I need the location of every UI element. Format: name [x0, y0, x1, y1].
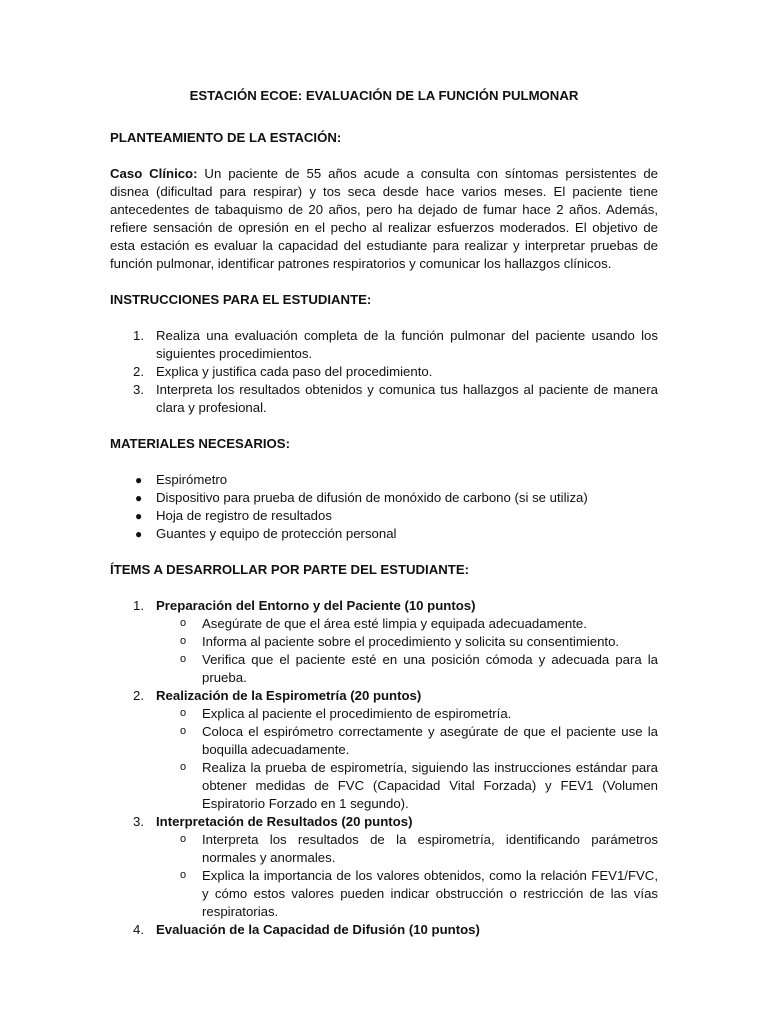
material-item [110, 507, 658, 525]
instruccion-item [110, 363, 658, 381]
item-desarrollar [110, 921, 658, 939]
circle-bullet-icon: o [180, 707, 187, 719]
material-text: Hoja de registro de resultados [156, 508, 332, 523]
sub-item-text: Realiza la prueba de espirometría, siguiendo las instrucciones estándar para obtener medidas de FVC (Capacidad Vital Forzada) y FEV1 (Volumen Espiratorio Forzado en 1 segundo). [202, 760, 658, 811]
sub-item [156, 651, 658, 687]
bullet-icon: ● [135, 491, 143, 505]
instruccion-item [110, 327, 658, 363]
instruccion-text: Explica y justifica cada paso del procedimiento. [156, 364, 433, 379]
item-title: Interpretación de Resultados (20 puntos) [156, 814, 413, 829]
document-content [110, 87, 658, 939]
circle-bullet-icon: o [180, 869, 187, 881]
list-number: 1. [133, 328, 144, 343]
item-desarrollar [110, 597, 658, 687]
material-item [110, 489, 658, 507]
circle-bullet-icon: o [180, 653, 187, 665]
material-text: Dispositivo para prueba de difusión de monóxido de carbono (si se utiliza) [156, 490, 588, 505]
instrucciones-list [110, 327, 658, 417]
sub-item [156, 867, 658, 921]
sub-item [156, 633, 658, 651]
sub-item-text: Explica la importancia de los valores obtenidos, como la relación FEV1/FVC, y cómo estos valores pueden indicar obstrucción o restricción de las vías respiratorias. [202, 868, 658, 919]
instruccion-item [110, 381, 658, 417]
bullet-icon: ● [135, 473, 143, 487]
sub-item-text: Asegúrate de que el área esté limpia y equipada adecuadamente. [202, 616, 587, 631]
circle-bullet-icon: o [180, 617, 187, 629]
sub-list [156, 615, 658, 687]
circle-bullet-icon: o [180, 833, 187, 845]
sub-list [156, 705, 658, 813]
circle-bullet-icon: o [180, 761, 187, 773]
items-desarrollar-heading: ÍTEMS A DESARROLLAR POR PARTE DEL ESTUDIANTE: [110, 562, 470, 577]
items-desarrollar-list [110, 597, 658, 939]
sub-item [156, 723, 658, 759]
material-text: Guantes y equipo de protección personal [156, 526, 397, 541]
list-number: 1. [133, 598, 144, 613]
material-item [110, 471, 658, 489]
caso-clinico-paragraph [110, 165, 658, 273]
instruccion-text: Interpreta los resultados obtenidos y comunica tus hallazgos al paciente de manera clara y profesional. [156, 382, 658, 415]
material-item [110, 525, 658, 543]
list-number: 4. [133, 922, 144, 937]
item-title: Evaluación de la Capacidad de Difusión (10 puntos) [156, 922, 480, 937]
materiales-heading: MATERIALES NECESARIOS: [110, 436, 290, 451]
sub-item [156, 705, 658, 723]
caso-clinico-text: Un paciente de 55 años acude a consulta con síntomas persistentes de disnea (dificultad para respirar) y tos seca desde hace varios meses. El paciente tiene antecedentes de tabaquismo de 20 años, pero ha dejado de fumar hace 2 años. Además, refiere sensación de opresión en el pecho al realizar esfuerzos moderados. El objetivo de esta estación es evaluar la capacidad del estudiante para realizar y interpretar pruebas de función pulmonar, identificar patrones respiratorios y comunicar los hallazgos clínicos. [110, 166, 658, 271]
caso-clinico-label: Caso Clínico: [110, 166, 198, 181]
sub-item-text: Coloca el espirómetro correctamente y asegúrate de que el paciente use la boquilla adecuadamente. [202, 724, 658, 757]
planteamiento-heading: PLANTEAMIENTO DE LA ESTACIÓN: [110, 130, 342, 145]
circle-bullet-icon: o [180, 725, 187, 737]
material-text: Espirómetro [156, 472, 228, 487]
document-title: ESTACIÓN ECOE: EVALUACIÓN DE LA FUNCIÓN PULMONAR [189, 88, 579, 103]
list-number: 2. [133, 364, 144, 379]
item-desarrollar [110, 813, 658, 921]
bullet-icon: ● [135, 509, 143, 523]
sub-list [156, 831, 658, 921]
bullet-icon: ● [135, 527, 143, 541]
materiales-list [110, 471, 658, 543]
item-title: Realización de la Espirometría (20 puntos) [156, 688, 422, 703]
circle-bullet-icon: o [180, 635, 187, 647]
sub-item-text: Interpreta los resultados de la espirometría, identificando parámetros normales y anormales. [202, 832, 658, 865]
item-desarrollar [110, 687, 658, 813]
sub-item-text: Verifica que el paciente esté en una posición cómoda y adecuada para la prueba. [202, 652, 658, 685]
list-number: 3. [133, 814, 144, 829]
instrucciones-heading: INSTRUCCIONES PARA EL ESTUDIANTE: [110, 292, 372, 307]
item-title: Preparación del Entorno y del Paciente (10 puntos) [156, 598, 476, 613]
sub-item [156, 615, 658, 633]
instruccion-text: Realiza una evaluación completa de la función pulmonar del paciente usando los siguientes procedimientos. [156, 328, 658, 361]
sub-item [156, 759, 658, 813]
sub-item-text: Explica al paciente el procedimiento de espirometría. [202, 706, 512, 721]
sub-item-text: Informa al paciente sobre el procedimiento y solicita su consentimiento. [202, 634, 620, 649]
sub-item [156, 831, 658, 867]
list-number: 2. [133, 688, 144, 703]
list-number: 3. [133, 382, 144, 397]
